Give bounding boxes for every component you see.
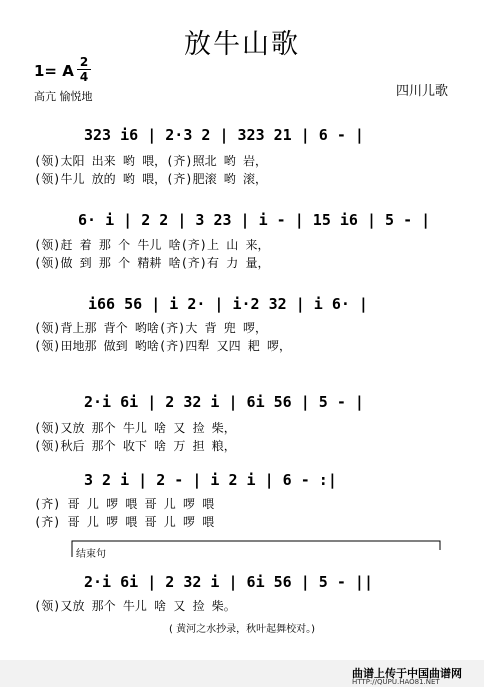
lyric-line-4-verse-1: (领)又放 那个 牛儿 啥 又 捡 柴，	[34, 421, 236, 435]
lyric-line-5-verse-2: (齐) 哥 儿 啰 喂 哥 儿 啰 喂	[34, 515, 215, 529]
notation-line-4: 2·i 6i | 2 32 i | 6i 56 | 5 - |	[84, 393, 364, 411]
lyric-line-3-verse-1: (领)背上那 背个 哟啥(齐)大 背 兜 啰，	[34, 321, 268, 335]
song-title: 放牛山歌	[184, 29, 300, 60]
lyric-line-6-verse-1: (领)又放 那个 牛儿 啥 又 捡 柴。	[34, 599, 236, 613]
lyric-line-1-verse-1: (领)太阳 出来 哟 喂，(齐)照北 哟 岩，	[34, 154, 268, 168]
transcription-credit: ( 黄河之水抄录，秋叶起舞校对。)	[169, 624, 315, 635]
key-signature: 1= A	[34, 62, 74, 80]
lyric-line-2-verse-2: (领)做 到 那 个 精耕 啥(齐)有 力 量，	[34, 256, 270, 270]
notation-line-2: 6· i | 2 2 | 3 23 | i - | 15 i6 | 5 - |	[78, 211, 431, 229]
meter-bottom: 4	[79, 70, 89, 84]
lyric-line-4-verse-2: (领)秋后 那个 收下 啥 万 担 粮，	[34, 439, 236, 453]
ending-label: 结束句	[76, 549, 106, 560]
notation-line-6: 2·i 6i | 2 32 i | 6i 56 | 5 - ||	[84, 573, 373, 591]
lyric-line-5-verse-1: (齐) 哥 儿 啰 喂 哥 儿 啰 喂	[34, 497, 215, 511]
lyric-line-1-verse-2: (领)牛儿 放的 哟 喂，(齐)肥滚 哟 滚，	[34, 172, 268, 186]
lyric-line-2-verse-1: (领)赶 着 那 个 牛儿 啥(齐)上 山 来，	[34, 238, 270, 252]
site-url: HTTP://QUPU.HAO81.NET	[352, 678, 440, 686]
site-watermark: 曲谱上传于中国曲谱网	[352, 667, 462, 680]
lyric-line-3-verse-2: (领)田地那 做到 哟啥(齐)四犁 又四 耙 啰，	[34, 339, 292, 353]
notation-line-5: 3 2 i | 2 - | i 2 i | 6 - :|	[84, 471, 337, 489]
notation-line-1: 323 i6 | 2·3 2 | 323 21 | 6 - |	[84, 126, 364, 144]
song-source: 四川儿歌	[396, 84, 449, 99]
expression-marking: 高亢 愉悦地	[34, 90, 93, 103]
notation-line-3: i66 56 | i 2· | i·2 32 | i 6· |	[88, 295, 368, 313]
meter-top: 2	[79, 55, 89, 69]
